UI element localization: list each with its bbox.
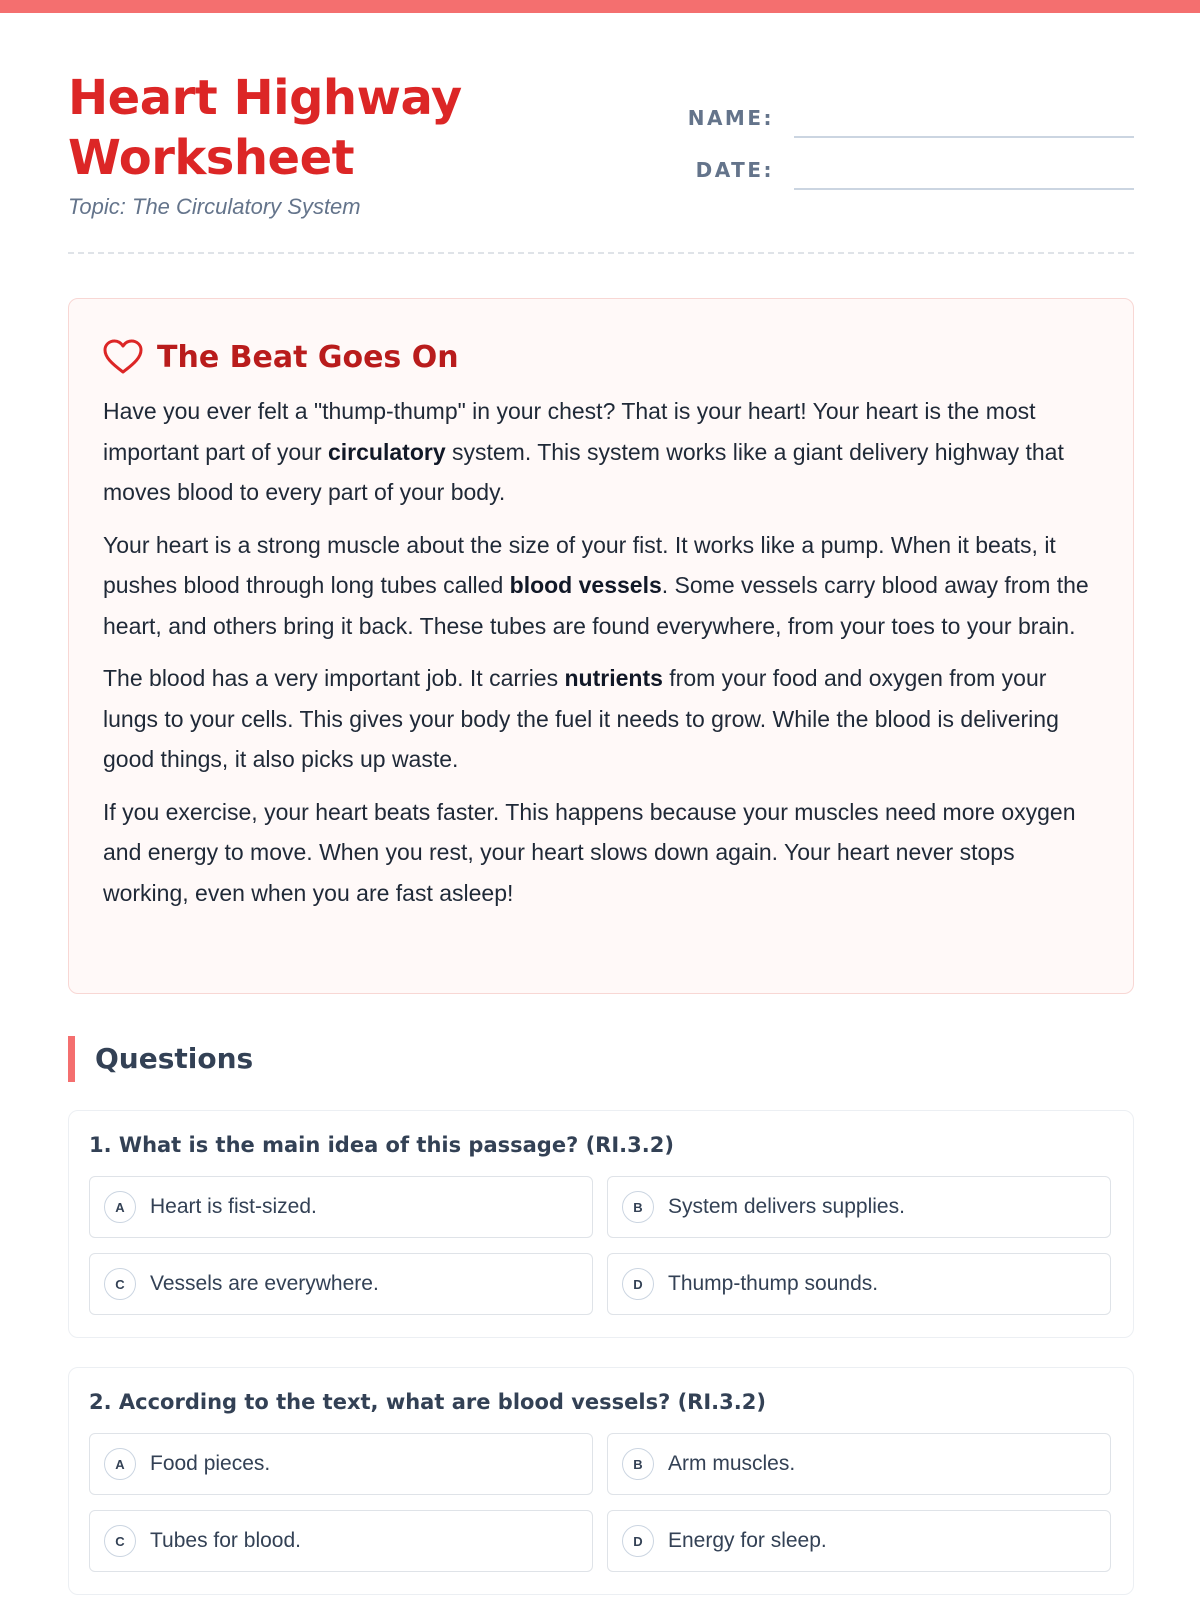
heart-icon — [103, 339, 143, 375]
option-text: Arm muscles. — [668, 1452, 796, 1475]
top-accent-bar — [0, 0, 1200, 13]
passage-paragraph-2: Your heart is a strong muscle about the size of your fist. It works like a pump. When it beats, it pushes blood through long tubes called blood vessels. Some vessels carry blood away from the heart, and others bring it back. These tubes are found everywhere, from your toes to your brain. — [103, 531, 1089, 639]
option-letter: A — [104, 1191, 136, 1223]
keyword-blood-vessels: blood vessels — [509, 572, 662, 598]
page-title: Heart Highway Worksheet — [68, 70, 462, 186]
question-text: 2. According to the text, what are blood vessels? (RI.3.2) — [89, 1390, 766, 1414]
option-text: System delivers supplies. — [668, 1195, 905, 1218]
question-text: 1. What is the main idea of this passage? (RI.3.2) — [89, 1133, 674, 1157]
date-field[interactable] — [694, 150, 1134, 190]
date-line[interactable] — [794, 188, 1134, 190]
option-letter: B — [622, 1448, 654, 1480]
passage-paragraph-1: Have you ever felt a "thump-thump" in your chest? That is your heart! Your heart is the most important part of your circulatory system. This system works like a giant delivery highway that moves blood to every part of your body. — [103, 398, 1064, 505]
option-text: Tubes for blood. — [150, 1529, 301, 1552]
option-letter: C — [104, 1268, 136, 1300]
answer-option-a[interactable] — [89, 1176, 593, 1238]
question-card-2 — [68, 1367, 1134, 1595]
option-letter: C — [104, 1525, 136, 1557]
date-label: DATE: — [695, 158, 774, 182]
passage-paragraph-4: If you exercise, your heart beats faster. This happens because your muscles need more oxygen and energy to move. When you rest, your heart slows down again. Your heart never stops working, even when you are fast asleep! — [103, 798, 1076, 906]
answer-option-a[interactable] — [89, 1433, 593, 1495]
option-text: Vessels are everywhere. — [150, 1272, 379, 1295]
option-letter: D — [622, 1268, 654, 1300]
option-text: Energy for sleep. — [668, 1529, 827, 1552]
passage-paragraph-3: The blood has a very important job. It carries nutrients from your food and oxygen from your lungs to your cells. This gives your body the fuel it needs to grow. While the blood is delivering good things, it also picks up waste. — [103, 665, 1059, 772]
questions-heading: Questions — [68, 1036, 253, 1082]
answer-option-d[interactable] — [607, 1253, 1111, 1315]
topic-subtitle: Topic: The Circulatory System — [68, 194, 361, 219]
name-line[interactable] — [794, 136, 1134, 138]
passage-heading — [103, 335, 1099, 379]
worksheet-header — [68, 68, 1134, 258]
name-field[interactable] — [687, 98, 1134, 138]
keyword-circulatory: circulatory — [328, 438, 446, 465]
answer-option-c[interactable] — [89, 1253, 593, 1315]
option-text: Food pieces. — [150, 1452, 271, 1475]
keyword-nutrients: nutrients — [564, 665, 663, 691]
header-divider — [68, 252, 1134, 254]
option-text: Heart is fist-sized. — [150, 1195, 317, 1218]
option-letter: D — [622, 1525, 654, 1557]
answer-option-d[interactable] — [607, 1510, 1111, 1572]
name-label: NAME: — [687, 106, 774, 130]
passage-title: The Beat Goes On — [157, 339, 459, 375]
answer-option-c[interactable] — [89, 1510, 593, 1572]
reading-passage — [68, 298, 1134, 994]
answer-option-b[interactable] — [607, 1176, 1111, 1238]
option-letter: A — [104, 1448, 136, 1480]
question-card-1 — [68, 1110, 1134, 1338]
option-letter: B — [622, 1191, 654, 1223]
option-text: Thump-thump sounds. — [668, 1272, 879, 1295]
answer-option-b[interactable] — [607, 1433, 1111, 1495]
